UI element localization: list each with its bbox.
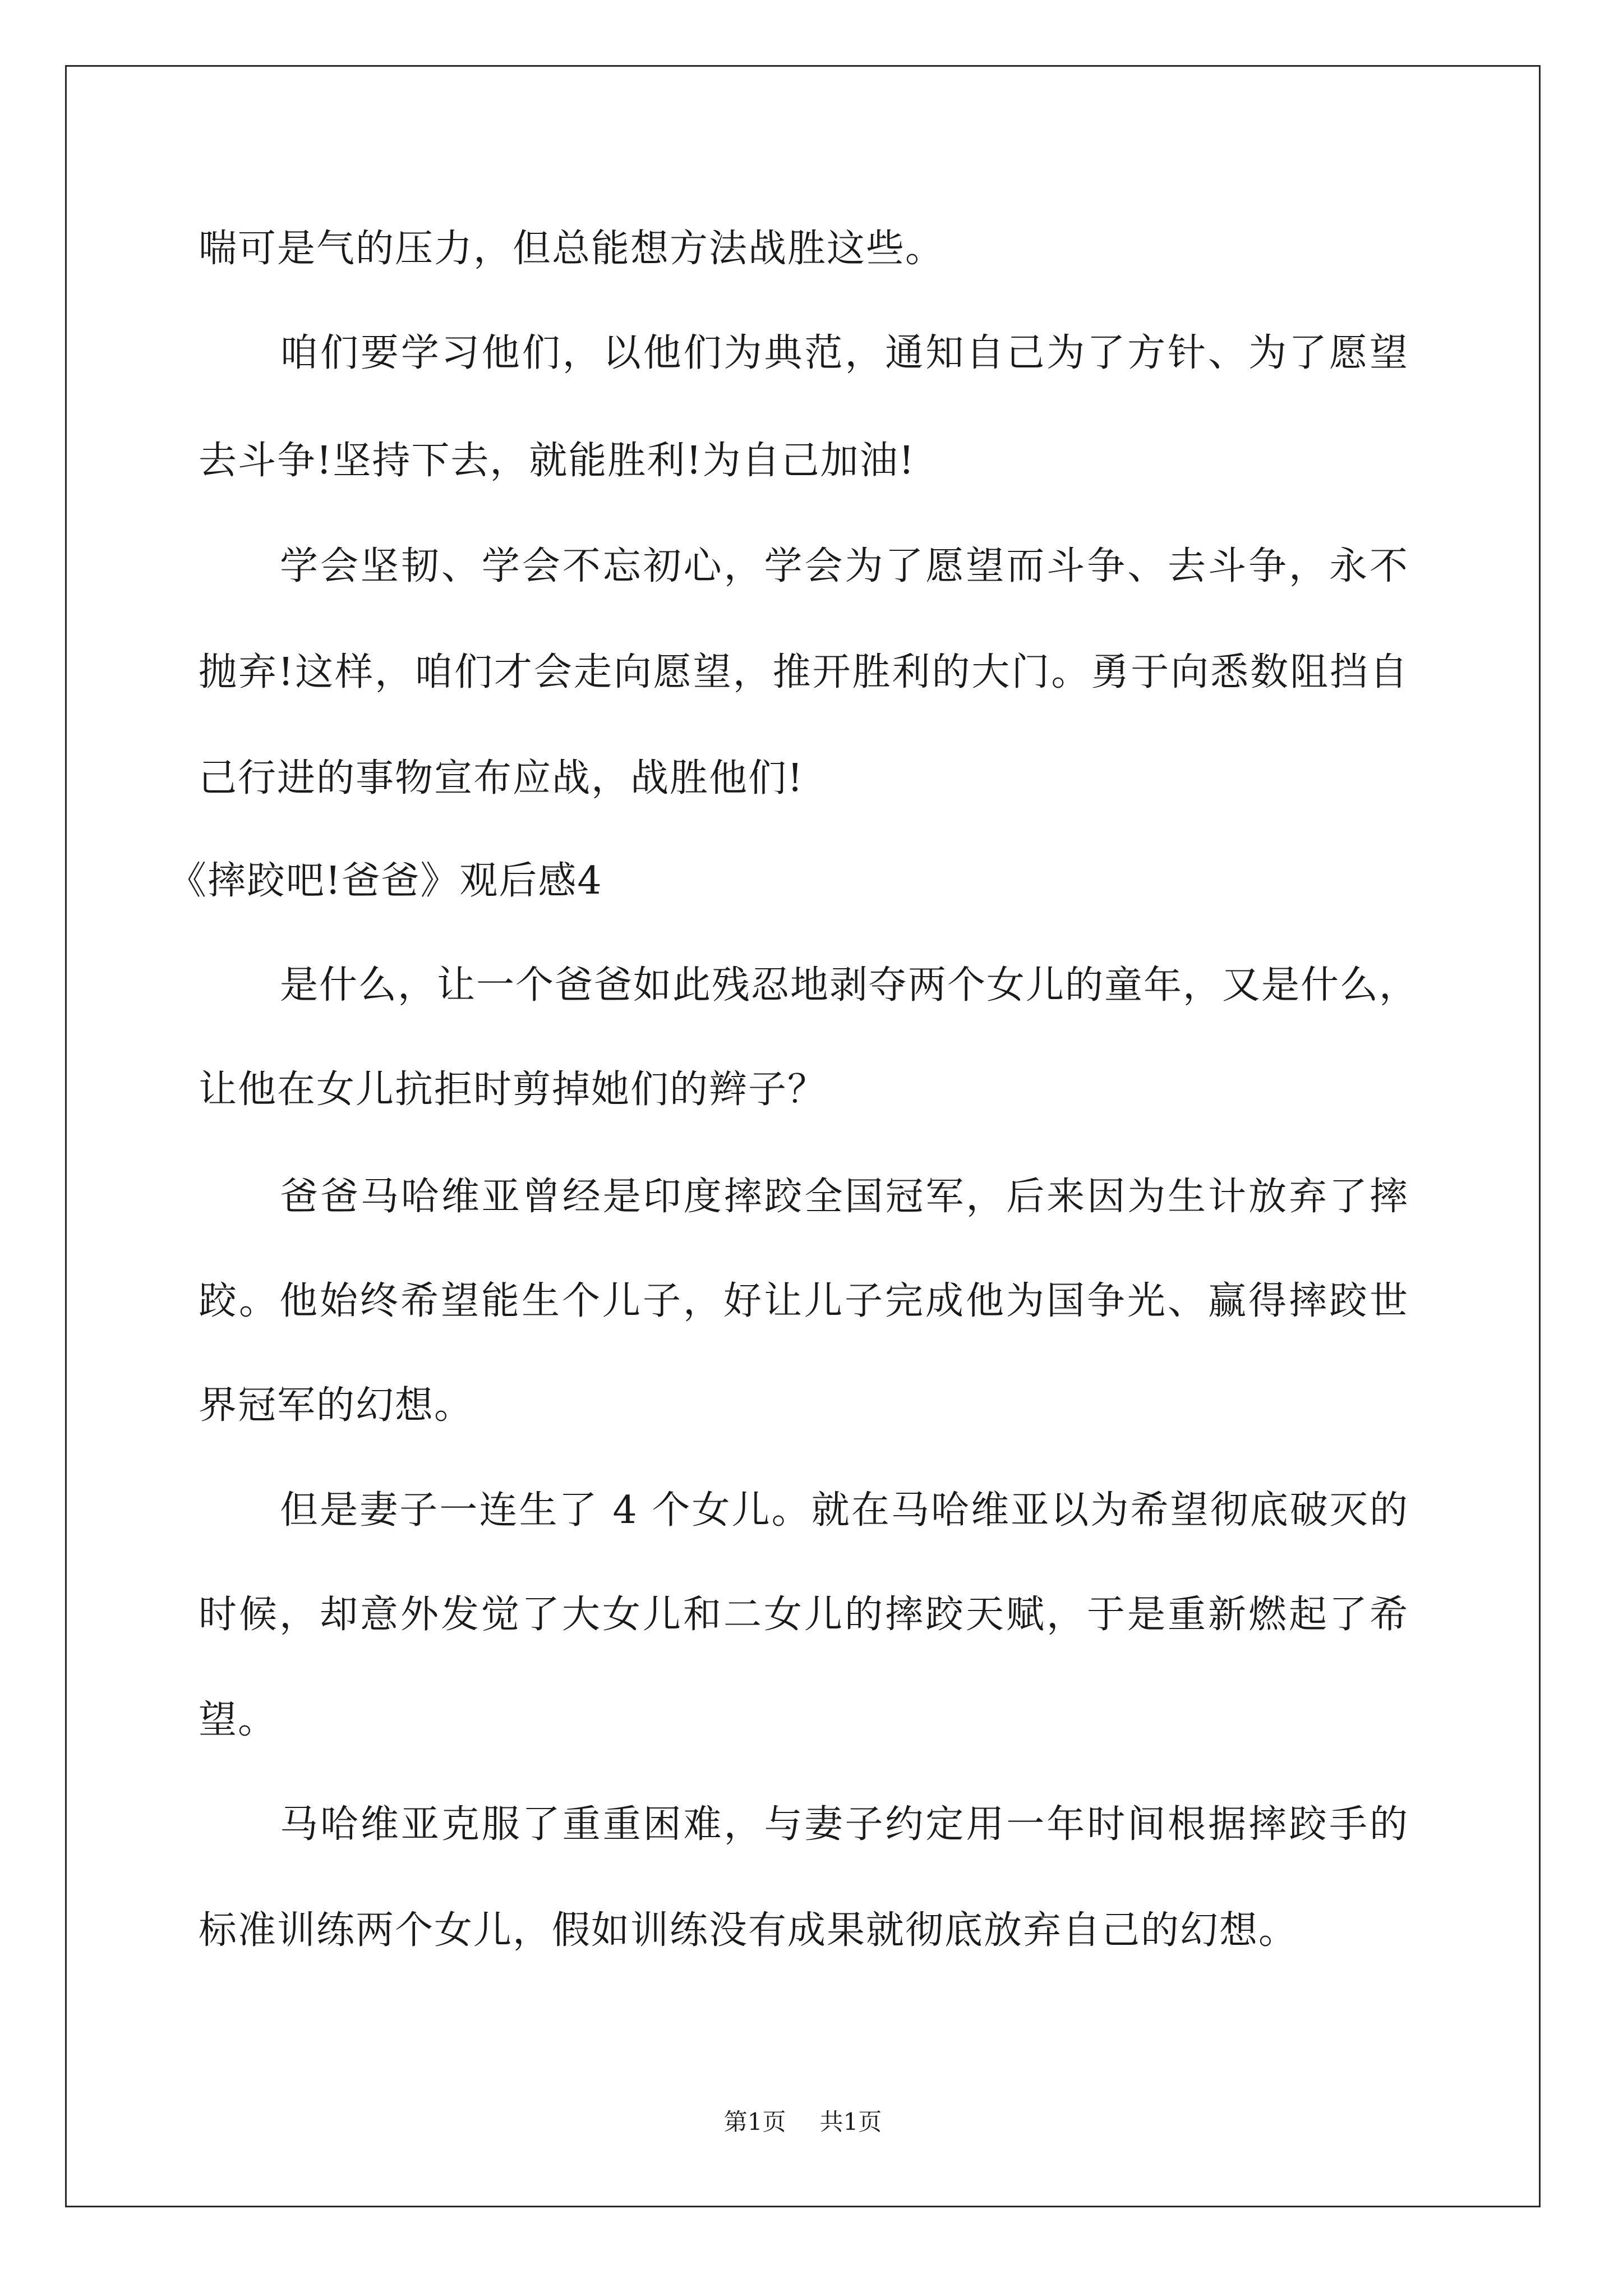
page-total: 共1页 <box>819 2108 882 2136</box>
paragraph-line: 让他在女儿抗拒时剪掉她们的辫子？ <box>199 1068 827 1112</box>
paragraph-line: 标准训练两个女儿，假如训练没有成果就彻底放弃自己的幻想。 <box>199 1908 1298 1953</box>
paragraph-line: 学会坚韧、学会不忘初心，学会为了愿望而斗争、去斗争，永不 <box>280 544 1409 588</box>
paragraph-line: 跤。他始终希望能生个儿子，好让儿子完成他为国争光、赢得摔跤世 <box>199 1279 1409 1323</box>
paragraph-line: 咱们要学习他们，以他们为典范，通知自己为了方针、为了愿望 <box>280 331 1409 375</box>
page-footer <box>65 2105 1541 2139</box>
paragraph-line: 是什么，让一个爸爸如此残忍地剥夺两个女儿的童年，又是什么， <box>280 963 1419 1007</box>
page-border <box>65 65 1541 2207</box>
paragraph-line: 界冠军的幻想。 <box>199 1383 474 1428</box>
paragraph-line: 己行进的事物宣布应战，战胜他们! <box>199 756 804 800</box>
paragraph-line: 望。 <box>199 1698 278 1742</box>
paragraph-line: 去斗争!坚持下去，就能胜利!为自己加油! <box>199 439 915 483</box>
paragraph-line: 时候，却意外发觉了大女儿和二女儿的摔跤天赋，于是重新燃起了希 <box>199 1593 1409 1637</box>
paragraph-line: 但是妻子一连生了 4 个女儿。就在马哈维亚以为希望彻底破灭的 <box>280 1488 1409 1533</box>
paragraph-line: 爸爸马哈维亚曾经是印度摔跤全国冠军，后来因为生计放弃了摔 <box>280 1175 1409 1219</box>
paragraph-line: 马哈维亚克服了重重困难，与妻子约定用一年时间根据摔跤手的 <box>280 1802 1409 1847</box>
paragraph-line: 抛弃!这样，咱们才会走向愿望，推开胜利的大门。勇于向悉数阻挡自 <box>199 650 1409 694</box>
section-heading: 《摔跤吧!爸爸》观后感4 <box>168 859 603 903</box>
paragraph-line: 喘可是气的压力，但总能想方法战胜这些。 <box>199 227 945 271</box>
page-number: 第1页 <box>723 2108 786 2136</box>
